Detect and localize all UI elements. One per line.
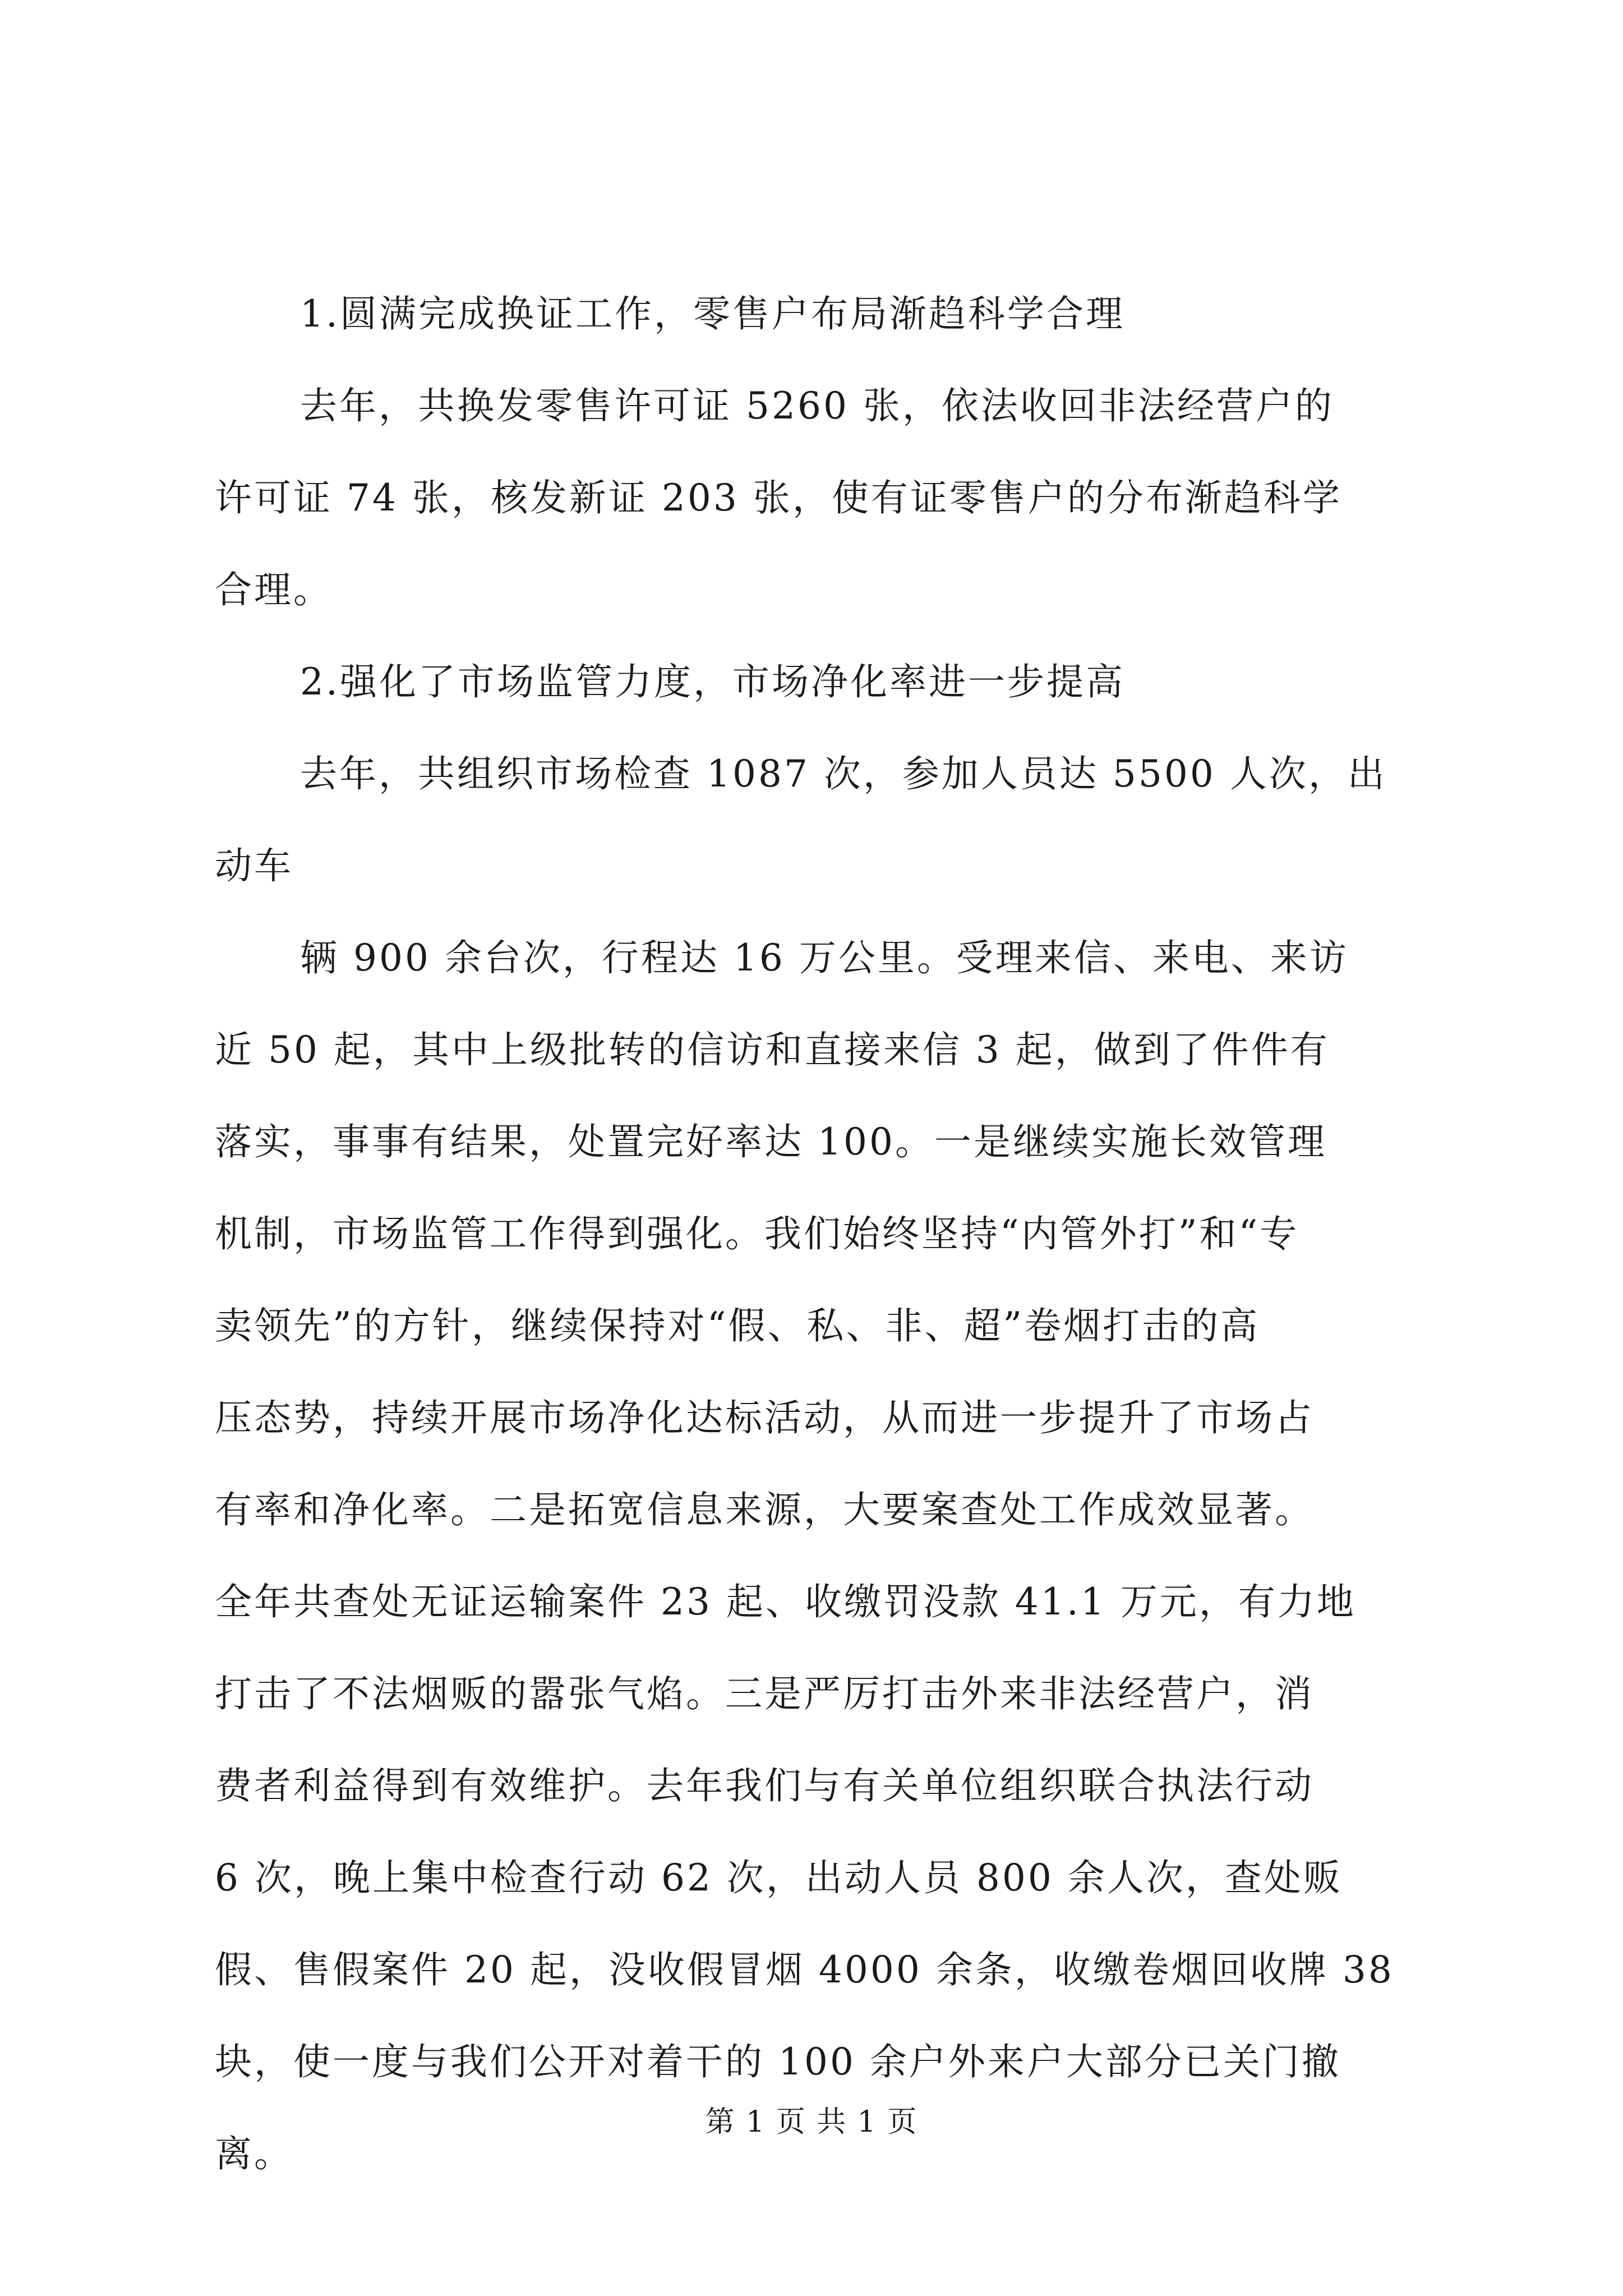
paragraph-line: 机制，市场监管工作得到强化。我们始终坚持“内管外打”和“专	[215, 1212, 1299, 1255]
paragraph-line: 落实，事事有结果，处置完好率达 100。一是继续实施长效管理	[215, 1120, 1327, 1163]
paragraph-line: 有率和净化率。二是拓宽信息来源，大要案查处工作成效显著。	[215, 1488, 1314, 1531]
paragraph-line: 块，使一度与我们公开对着干的 100 余户外来户大部分已关门撤	[215, 2040, 1341, 2083]
paragraph-line: 假、售假案件 20 起，没收假冒烟 4000 余条，收缴卷烟回收牌 38	[215, 1948, 1394, 1991]
heading-1: 1.圆满完成换证工作，零售户布局渐趋科学合理	[300, 292, 1125, 335]
paragraph-line: 合理。	[215, 568, 333, 611]
paragraph-line: 动车	[215, 844, 293, 887]
paragraph-line: 去年，共换发零售许可证 5260 张，依法收回非法经营户的	[300, 384, 1334, 427]
paragraph-line: 近 50 起，其中上级批转的信访和直接来信 3 起，做到了件件有	[215, 1028, 1330, 1071]
paragraph-line: 卖领先”的方针，继续保持对“假、私、非、超”卷烟打击的高	[215, 1304, 1260, 1347]
heading-2: 2.强化了市场监管力度，市场净化率进一步提高	[300, 660, 1125, 703]
paragraph-line: 辆 900 余台次，行程达 16 万公里。受理来信、来电、来访	[300, 936, 1349, 979]
page-footer: 第 1 页 共 1 页	[705, 2105, 918, 2139]
paragraph-line: 去年，共组织市场检查 1087 次，参加人员达 5500 人次，出	[300, 752, 1387, 795]
paragraph-line: 全年共查处无证运输案件 23 起、收缴罚没款 41.1 万元，有力地	[215, 1580, 1356, 1623]
paragraph-line: 6 次，晚上集中检查行动 62 次，出动人员 800 余人次，查处贩	[215, 1856, 1343, 1899]
document-body	[215, 268, 1418, 2200]
paragraph-line: 许可证 74 张，核发新证 203 张，使有证零售户的分布渐趋科学	[215, 476, 1342, 519]
paragraph-line: 压态势，持续开展市场净化达标活动，从而进一步提升了市场占	[215, 1396, 1314, 1439]
paragraph-line: 费者利益得到有效维护。去年我们与有关单位组织联合执法行动	[215, 1764, 1314, 1807]
paragraph-line: 打击了不法烟贩的嚣张气焰。三是严厉打击外来非法经营户，消	[215, 1672, 1314, 1715]
paragraph-line: 离。	[215, 2132, 293, 2175]
